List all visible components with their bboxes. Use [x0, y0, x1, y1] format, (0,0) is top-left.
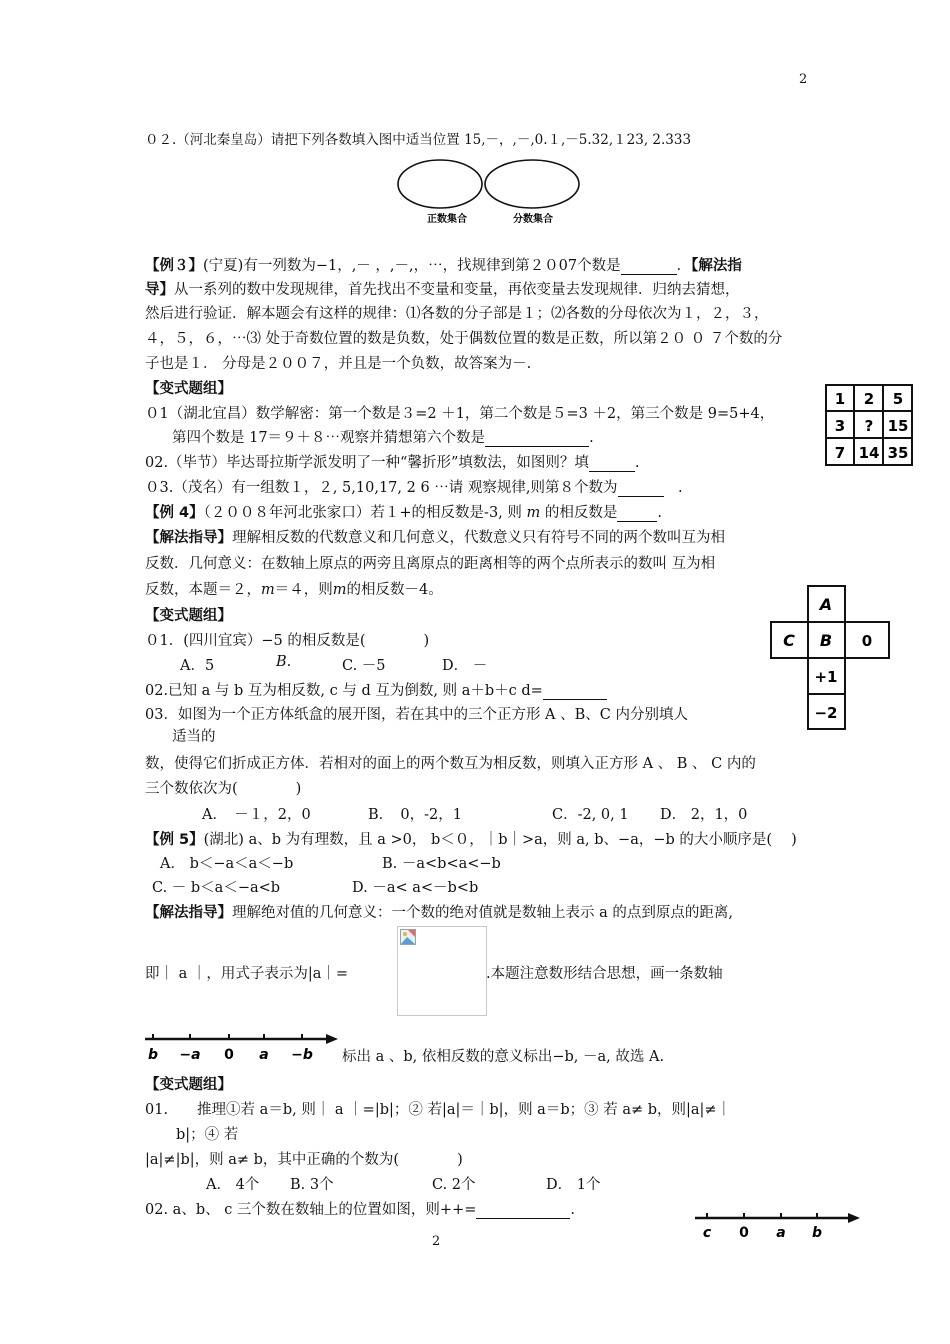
page-number-bottom: 2 — [432, 1234, 441, 1249]
number-line-label: 0 — [739, 1225, 749, 1241]
variation2-q3: 03．如图为一个正方体纸盒的展开图，若在其中的三个正方形 A 、B、C 内分别填人 — [145, 707, 688, 723]
number-line-label: −b — [291, 1047, 313, 1063]
variation2-q3-option-b[interactable]: B． 0，-2，1 — [368, 807, 462, 823]
cube-cell-a: A — [819, 595, 833, 614]
example5-option-c[interactable]: C. － b＜a＜−a<b — [152, 880, 281, 896]
question-text: 第四个数是 17＝９＋８⋯观察并猜想第六个数是 — [172, 430, 486, 446]
answer-blank[interactable] — [621, 258, 677, 275]
variation3-q1-option-d[interactable]: D． 1个 — [546, 1177, 601, 1193]
example5-line1 — [145, 828, 797, 849]
example4-text: 理解相反数的代数意义和几何意义，代数意义只有符号不同的两个数叫互为相 — [232, 530, 725, 546]
variation-header: 【变式题组】 — [145, 608, 232, 624]
example4-line2 — [145, 526, 725, 547]
variation3-q2: 02. a、b、 c 三个数在数轴上的位置如图，则++= . — [145, 1202, 575, 1218]
number-line-diagram-2 — [693, 1212, 861, 1242]
answer-blank[interactable] — [617, 505, 657, 522]
cube-cell-plus1: +1 — [814, 668, 838, 686]
question-text: 02.已知 a 与 b 互为相反数, c 与 d 互为倒数, 则 a＋b＋c d= — [145, 683, 543, 699]
variation3-q1: 01. 推理①若 a＝b, 则｜ a ｜=|b|；② 若|a|＝｜b|，则 a＝b；③ 若 a≠ b，则|a|≠｜ — [145, 1102, 732, 1118]
number-grid — [825, 384, 913, 466]
venn-question: ０２.（河北秦皇岛）请把下列各数填入图中适当位置 15,－，,－,0.１,－5.32,１23, 2.333 — [145, 132, 692, 148]
number-line-label: b — [147, 1047, 159, 1063]
variation3-q1-option-c[interactable]: C. 2个 — [432, 1177, 476, 1193]
example5-option-d[interactable]: D. －a< a<－b<b — [352, 880, 479, 896]
example4-line3: 反数．几何意义：在数轴上原点的两旁且离原点的距离相等的两个点所表示的数叫 互为相 — [145, 556, 716, 572]
number-line-label: 0 — [224, 1047, 234, 1063]
example5-line4: 标出 a 、b, 依相反数的意义标出−b, －a, 故选 A. — [342, 1049, 665, 1065]
number-line-label: a — [259, 1047, 269, 1063]
method-tag: 【解法指导】 — [145, 905, 232, 921]
variation1-q2: 02.（毕节）毕达哥拉斯学派发明了一种“馨折形”填数法，如图则？填 . — [145, 455, 640, 471]
variation-header: 【变式题组】 — [145, 1077, 232, 1093]
variation1-q3: ０3.（茂名）有一组数１，２, 5,10,17, 2 6 ⋯请 观察规律,则第８个数为 . — [145, 480, 683, 496]
variation3-q1-option-b[interactable]: B. 3个 — [290, 1177, 334, 1193]
method-tag: 【解法指 — [691, 258, 742, 274]
grid-cell: 5 — [892, 390, 904, 408]
grid-cell: 7 — [834, 444, 846, 462]
variation2-q2 — [145, 679, 607, 700]
page-number-top: 2 — [799, 72, 808, 87]
broken-image-placeholder — [397, 926, 487, 1016]
variation2-q3-option-a[interactable]: A． －１，2，0 — [202, 807, 311, 823]
variation2-q3-option-c[interactable]: C．-2, 0, 1 — [552, 807, 629, 823]
example3-text: (宁夏)有一列数为−1，,－ ，,－,，⋯，找规律到第２０07个数是 — [203, 258, 621, 274]
question-text: ０3.（茂名）有一组数１，２, 5,10,17, 2 6 ⋯请 观察规律,则第８个数为 — [145, 480, 618, 496]
variation2-q1-option-d[interactable]: D． － — [442, 658, 488, 674]
example3-line2 — [145, 278, 740, 299]
example3-line5: 子也是１． 分母是２００７，并且是一个负数，故答案为－. — [145, 356, 532, 372]
venn-diagram — [395, 148, 595, 232]
number-line-label: b — [811, 1225, 823, 1241]
example3-line4: ４，５，６，⋯⑶ 处于奇数位置的数是负数，处于偶数位置的数是正数，所以第２０ ０ ７个数的分 — [145, 331, 783, 347]
example5-line3a: 即｜ a ｜，用式子表示为|a｜= — [145, 966, 349, 982]
method-tag-cont: 导】 — [145, 282, 174, 298]
venn-left-label: 正数集合 — [427, 214, 467, 225]
variation1-q1-cont: 第四个数是 17＝９＋８⋯观察并猜想第六个数是 . — [172, 430, 594, 446]
variation2-q3-cont: 适当的 — [172, 729, 216, 745]
example5-text: 理解绝对值的几何意义：一个数的绝对值就是数轴上表示 a 的点到原点的距离, — [232, 905, 733, 921]
grid-cell: 35 — [887, 444, 909, 462]
example4-tag: 【例 4】 — [145, 505, 204, 521]
example5-line2 — [145, 901, 733, 922]
variation2-q3-cont: 数，使得它们折成正方体．若相对的面上的两个数互为相反数，则填入正方形 A 、 B 、 C 内的 — [145, 756, 756, 772]
variable-m: m — [526, 505, 541, 521]
broken-image-icon — [400, 929, 416, 945]
example5-option-a[interactable]: A． b＜−a＜a＜−b — [160, 856, 294, 872]
grid-cell: ? — [864, 417, 874, 435]
variation2-q1-option-b[interactable]: B. — [276, 654, 292, 670]
example5-text: (湖北) a、b 为有理数，且 a >0， b＜０，｜b｜>a，则 a, b、−a，−b 的大小顺序是( ) — [203, 832, 797, 848]
example4-text: 的相反数是 — [544, 505, 618, 521]
grid-cell: 1 — [834, 390, 846, 408]
variable-m: m — [332, 582, 347, 598]
variation2-q3-option-d[interactable]: D． 2，1，0 — [660, 807, 748, 823]
cube-net-diagram — [768, 585, 892, 730]
example3-tag: 【例３】 — [145, 258, 203, 274]
example4-text: ＝４，则 — [274, 582, 333, 598]
example3-line3: 然后进行验证．解本题会有这样的规律：⑴各数的分子部是１；⑵各数的分母依次为１，２，３， — [145, 306, 769, 322]
example5-tag: 【例 5】 — [145, 832, 204, 848]
variation2-q1-option-c[interactable]: C. －5 — [342, 658, 386, 674]
venn-right-label: 分数集合 — [513, 214, 553, 225]
variation2-q3-cont: 三个数依次为( ) — [145, 781, 302, 797]
question-text: 02. a、b、 c 三个数在数轴上的位置如图，则++= — [145, 1202, 477, 1218]
example4-text: 的相反数－4。 — [346, 582, 443, 598]
question-text: 02.（毕节）毕达哥拉斯学派发明了一种“馨折形”填数法，如图则？填 — [145, 455, 589, 471]
cube-cell-zero: 0 — [861, 632, 873, 650]
answer-blank[interactable] — [618, 480, 664, 497]
variation1-q1: ０1（湖北宜昌）数学解密：第一个数是３=2 ＋1，第二个数是５=3 ＋2，第三个数是 9=5+4， — [145, 406, 775, 422]
variation3-q1-cont: |a|≠|b|，则 a≠ b，其中正确的个数为( ) — [145, 1152, 463, 1168]
answer-blank[interactable] — [476, 1202, 570, 1219]
example3-line1: 【例３】(宁夏)有一列数为−1，,－ ，,－,，⋯，找规律到第２０07个数是 ．【解法指 — [145, 258, 742, 274]
number-line-diagram — [143, 1032, 339, 1064]
cube-cell-b: B — [819, 631, 833, 650]
example5-option-b[interactable]: B. －a<b<a<−b — [382, 856, 501, 872]
answer-blank[interactable] — [485, 430, 589, 447]
variable-m: m — [261, 582, 275, 598]
variation3-q1-cont: b|；④ 若 — [176, 1127, 239, 1143]
grid-cell: 15 — [887, 417, 909, 435]
number-line-label: −a — [179, 1047, 201, 1063]
cube-cell-c: C — [783, 631, 795, 650]
example4-line1: 【例 4】（２００８年河北张家口）若１+的相反数是-3, 则 m 的相反数是 . — [145, 505, 662, 521]
example4-text: （２００８年河北张家口）若１+的相反数是-3, 则 — [203, 505, 522, 521]
number-line-label: c — [702, 1225, 712, 1241]
answer-blank[interactable] — [543, 683, 607, 700]
example5-line3b: .本题注意数形结合思想，画一条数轴 — [486, 966, 723, 982]
variation3-q1-option-a[interactable]: A． 4个 — [206, 1177, 260, 1193]
grid-cell: 2 — [863, 390, 875, 408]
variation2-q1-option-a[interactable]: A．5 — [180, 658, 215, 674]
number-line-label: a — [776, 1225, 786, 1241]
variation2-q1: ０1．(四川宜宾）−5 的相反数是( ) — [145, 633, 430, 649]
method-tag: 【解法指导】 — [145, 530, 232, 546]
grid-cell: 3 — [834, 417, 846, 435]
variation-header: 【变式题组】 — [145, 381, 232, 397]
grid-cell: 14 — [858, 444, 880, 462]
example4-text: 反数，本题＝２， — [145, 582, 261, 598]
example3-text: 从一系列的数中发现规律，首先找出不变量和变量，再依变量去发现规律．归纳去猜想， — [174, 282, 740, 298]
cube-cell-minus2: −2 — [814, 704, 838, 722]
answer-blank[interactable] — [589, 455, 635, 472]
example4-line4 — [145, 578, 443, 599]
